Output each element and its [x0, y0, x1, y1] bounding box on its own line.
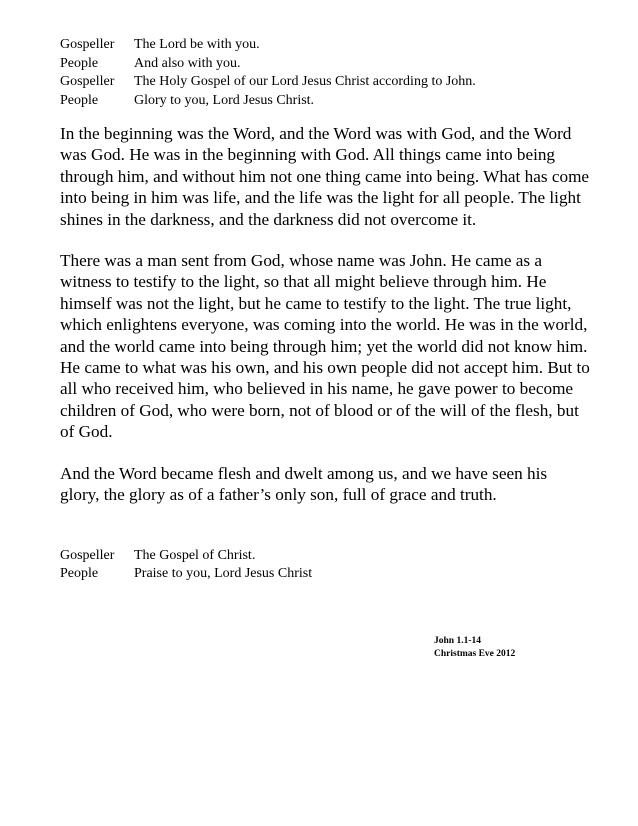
response-line: [60, 36, 620, 55]
response-text: The Lord be with you.: [134, 37, 260, 52]
citation-block: [434, 635, 515, 660]
closing-responses: [60, 547, 620, 584]
response-text: Praise to you, Lord Jesus Christ: [134, 566, 313, 581]
gospel-reading: [60, 123, 590, 506]
response-text: And also with you.: [134, 55, 241, 71]
gospel-page: [60, 36, 620, 659]
reading-paragraph: And the Word became flesh and dwelt among us, and we have seen his glory, the glory as of a father’s only son, full of grace and truth.: [60, 463, 548, 505]
response-text: Glory to you, Lord Jesus Christ.: [134, 92, 315, 108]
response-line: [60, 73, 620, 92]
speaker-label: People: [60, 92, 99, 108]
reading-paragraph: There was a man sent from God, whose name was John. He came as a witness to testify to the light, so that all might believe through him. He himself was not the light, but he came to testify to the light. The true light, which enlightens everyone, was coming into the world. He was in the world, and the world came into being through him; yet the world did not know him. He came to what was his own, and his own people did not accept him. But to all who received him, who believed in his name, he gave power to become children of God, who were born, not of blood or of the will of the flesh, but of God.: [60, 251, 590, 442]
response-line: [60, 92, 620, 111]
response-line: [60, 55, 620, 74]
response-line: [60, 547, 620, 566]
speaker-label: Gospeller: [60, 547, 115, 563]
speaker-label: People: [60, 55, 99, 71]
reading-paragraph: In the beginning was the Word, and the Word was with God, and the Word was God. He was in the beginning with God. All things came into being through him, and without him not one thing came into being. What has come into being in him was life, and the life was the light for all people. The light shines in the darkness, and the darkness did not overcome it.: [60, 124, 590, 229]
speaker-label: People: [60, 566, 99, 581]
response-line: [60, 565, 620, 584]
speaker-label: Gospeller: [60, 37, 115, 52]
scripture-reference: John 1.1-14: [434, 636, 481, 646]
opening-responses: [60, 36, 620, 110]
speaker-label: Gospeller: [60, 74, 115, 89]
response-text: The Holy Gospel of our Lord Jesus Christ according to John.: [134, 74, 476, 89]
response-text: The Gospel of Christ.: [134, 547, 256, 563]
occasion-label: Christmas Eve 2012: [434, 648, 516, 659]
